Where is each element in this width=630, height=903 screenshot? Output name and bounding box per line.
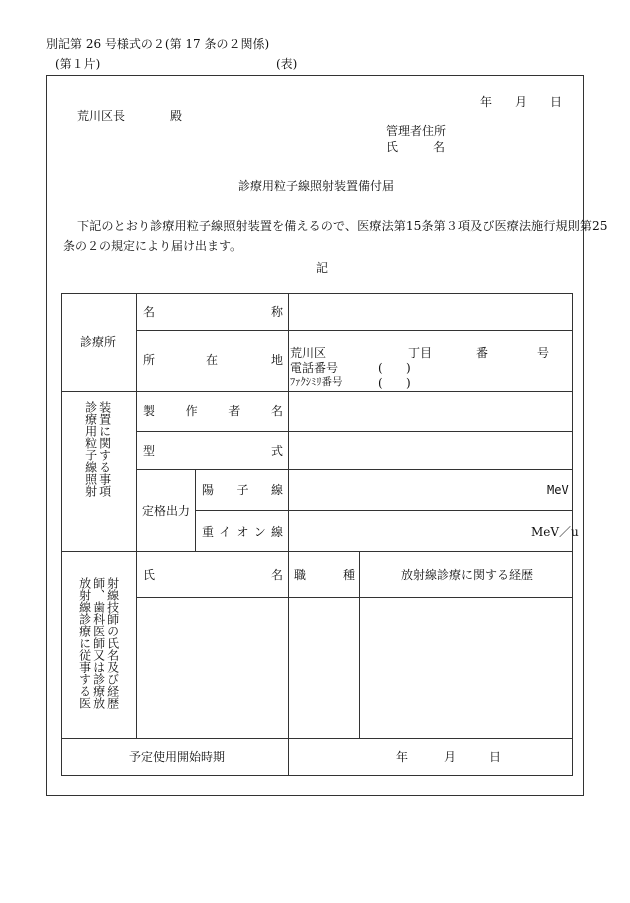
- device-label-col1: 診療用粒子線照射: [83, 401, 98, 497]
- clinic-name-label-1: 名: [143, 305, 156, 319]
- date-year: 年: [480, 95, 493, 109]
- clinic-label: 診療所: [80, 335, 117, 349]
- device-label-col2: 装置に関する事項: [97, 401, 112, 497]
- fax-paren-open: (: [378, 376, 383, 390]
- go-label: 号: [537, 346, 550, 360]
- proton-label: 陽 子 線: [202, 483, 283, 497]
- staff-label-col3: 放射線診療に従事する医: [77, 577, 92, 709]
- staff-name-label-1: 氏: [143, 568, 156, 582]
- staff-label-col2: 師、歯科医師又は診療放: [91, 577, 106, 709]
- date-month: 月: [515, 95, 528, 109]
- proton-unit: MeV: [547, 483, 569, 497]
- start-day: 日: [489, 750, 502, 764]
- ward-label: 荒川区: [290, 346, 327, 360]
- staff-name-label-2: 名: [271, 568, 284, 582]
- chome-label: 丁目: [408, 346, 433, 360]
- start-month: 月: [444, 750, 457, 764]
- manager-name-label-2: 名: [433, 140, 446, 154]
- tel-label: 電話番号: [290, 361, 339, 375]
- honorific: 殿: [170, 109, 183, 123]
- ki-label: 記: [316, 261, 329, 275]
- fax-paren-close: ): [406, 376, 411, 390]
- model-label-1: 型: [143, 444, 156, 458]
- manager-address-label: 管理者住所: [386, 124, 447, 138]
- addressee: 荒川区長: [77, 109, 126, 123]
- page-number: (第１片): [55, 57, 101, 71]
- tel-paren-open: (: [378, 361, 383, 375]
- model-label-2: 式: [271, 444, 284, 458]
- date-day: 日: [550, 95, 563, 109]
- form-table: [61, 293, 579, 776]
- clinic-location-label-2: 在: [206, 353, 219, 367]
- heavy-ion-unit: MeV／u: [531, 525, 579, 539]
- ban-label: 番: [476, 346, 489, 360]
- maker-name-label: 製 作 者 名: [143, 404, 283, 418]
- staff-label-col1: 射線技師の氏名及び経歴: [105, 577, 120, 709]
- clinic-location-label-3: 地: [271, 353, 284, 367]
- position-label-2: 種: [343, 568, 356, 582]
- side-label: (表): [276, 57, 298, 71]
- body-line-1: 下記のとおり診療用粒子線照射装置を備えるので、医療法第15条第３項及び医療法施行規則第25: [77, 219, 608, 233]
- rated-output-label: 定格出力: [142, 504, 191, 518]
- manager-name-label-1: 氏: [386, 140, 399, 154]
- form-id: 別記第 26 号様式の２(第 17 条の２関係): [46, 37, 270, 51]
- heavy-ion-label: 重 イ オ ン 線: [202, 525, 283, 539]
- body-line-2: 条の２の規定により届け出ます。: [63, 239, 243, 253]
- position-label-1: 職: [294, 568, 307, 582]
- start-year: 年: [396, 750, 409, 764]
- clinic-location-label-1: 所: [143, 353, 156, 367]
- tel-paren-close: ): [406, 361, 411, 375]
- experience-label: 放射線診療に関する経歴: [401, 568, 534, 582]
- start-label: 予定使用開始時期: [129, 750, 226, 764]
- fax-label: ﾌｧｸｼﾐﾘ番号: [290, 376, 343, 388]
- clinic-name-label-2: 称: [271, 305, 284, 319]
- document-title: 診療用粒子線照射装置備付届: [238, 179, 395, 193]
